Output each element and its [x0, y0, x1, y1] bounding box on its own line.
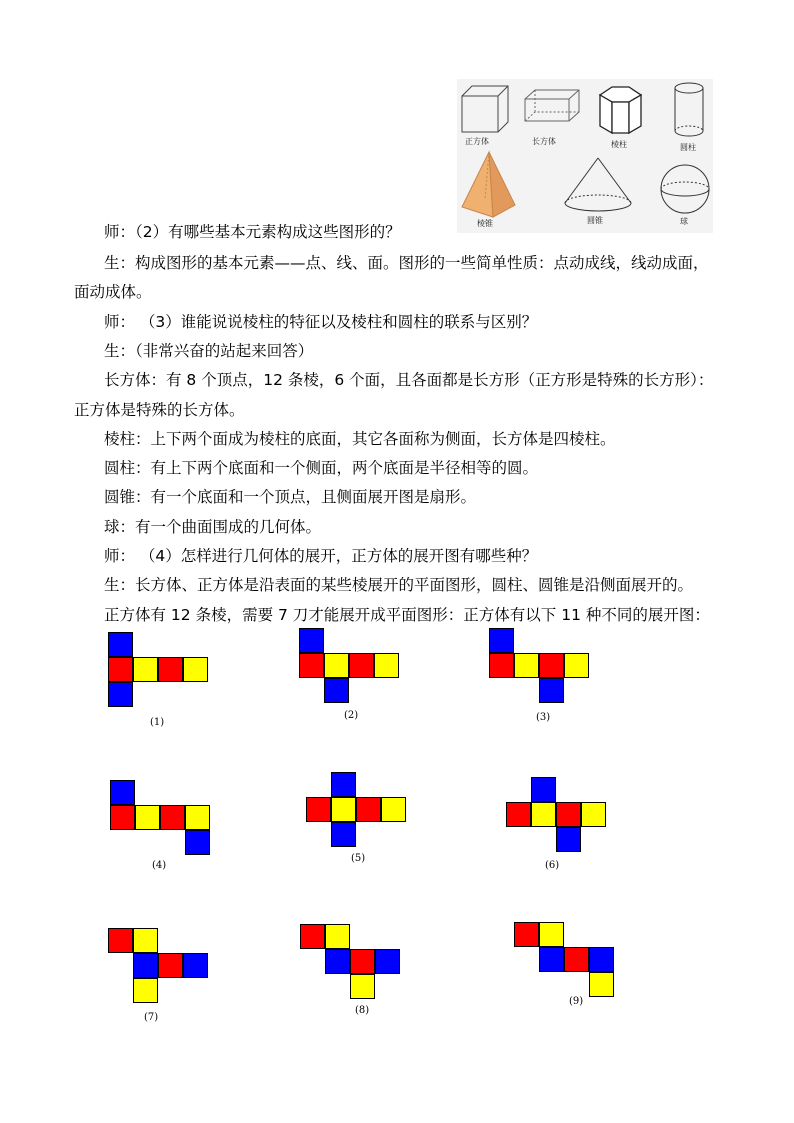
net-7-square-blue: [133, 953, 158, 978]
net-4-square-blue: [185, 830, 210, 855]
net-5-square-red: [306, 797, 331, 822]
net-2-square-red: [349, 653, 374, 678]
paragraph-5: 长方体：有 8 个顶点，12 条棱，6 个面，且各面都是长方形（正方形是特殊的长方形）：: [104, 371, 714, 389]
net-8-square-red: [300, 924, 325, 949]
label-sphere: 球: [680, 217, 688, 226]
net-1-square-red: [108, 657, 133, 682]
net-8-square-yellow: [350, 974, 375, 999]
paragraph-1: 师：（2）有哪些基本元素构成这些图形的？: [104, 223, 401, 241]
net-9-square-red: [564, 947, 589, 972]
net-2-square-red: [299, 653, 324, 678]
net-6-square-red: [556, 802, 581, 827]
net-2-square-blue: [324, 678, 349, 703]
net-5-square-blue: [331, 822, 356, 847]
net-4-square-red: [160, 805, 185, 830]
net-7-square-blue: [183, 953, 208, 978]
paragraph-2-cont: 面动成体。: [74, 283, 152, 301]
net-4-square-red: [110, 805, 135, 830]
net-1-square-blue: [108, 682, 133, 707]
net-6-square-yellow: [581, 802, 606, 827]
paragraph-5-cont: 正方体是特殊的长方体。: [74, 401, 245, 419]
net-6-square-blue: [531, 777, 556, 802]
solids-figure: [457, 79, 713, 233]
paragraph-12: 正方体有 12 条棱，需要 7 刀才能展开成平面图形：正方体有以下 11 种不同的展开图：: [104, 606, 710, 624]
paragraph-9: 球：有一个曲面围成的几何体。: [104, 518, 322, 536]
net-8-square-blue: [325, 949, 350, 974]
label-cylinder: 圆柱: [680, 143, 696, 152]
net-2-square-yellow: [324, 653, 349, 678]
net-9-square-blue: [589, 947, 614, 972]
net-7-square-yellow: [133, 978, 158, 1003]
paragraph-10: 师： （4）怎样进行几何体的展开，正方体的展开图有哪些种？: [104, 547, 538, 565]
net-2-square-blue: [299, 628, 324, 653]
net-5-square-blue: [331, 772, 356, 797]
net-8-square-blue: [375, 949, 400, 974]
sphere-shape: [661, 165, 709, 213]
net-4-square-yellow: [185, 805, 210, 830]
net-8-square-yellow: [325, 924, 350, 949]
net-5-square-red: [356, 797, 381, 822]
solids-illustration: [457, 79, 713, 233]
net-6-square-red: [506, 802, 531, 827]
label-pyramid: 棱锥: [477, 219, 493, 228]
net-7-square-red: [158, 953, 183, 978]
net-8-square-red: [350, 949, 375, 974]
net-1-square-yellow: [133, 657, 158, 682]
paragraph-6: 棱柱：上下两个面成为棱柱的底面，其它各面称为侧面，长方体是四棱柱。: [104, 430, 616, 448]
net-caption-5: (5): [351, 853, 366, 864]
net-3-square-yellow: [514, 653, 539, 678]
net-7-square-yellow: [133, 928, 158, 953]
label-cone: 圆锥: [587, 216, 603, 225]
cylinder-shape: [675, 83, 703, 136]
net-1-square-yellow: [183, 657, 208, 682]
label-cuboid: 长方体: [532, 137, 556, 146]
net-caption-6: (6): [545, 860, 560, 871]
pyramid-shape: [462, 152, 515, 217]
net-5-square-yellow: [381, 797, 406, 822]
net-3-square-blue: [489, 628, 514, 653]
label-prism: 棱柱: [611, 140, 627, 149]
net-1-square-red: [158, 657, 183, 682]
net-3-square-blue: [539, 678, 564, 703]
prism-shape: [600, 87, 641, 133]
net-2-square-yellow: [374, 653, 399, 678]
paragraph-8: 圆锥：有一个底面和一个顶点，且侧面展开图是扇形。: [104, 488, 477, 506]
net-5-square-yellow: [331, 797, 356, 822]
net-caption-2: (2): [344, 710, 359, 721]
paragraph-4: 生：（非常兴奋的站起来回答）: [104, 342, 314, 360]
label-cube: 正方体: [465, 137, 489, 146]
net-caption-4: (4): [152, 860, 167, 871]
net-3-square-red: [539, 653, 564, 678]
net-caption-9: (9): [569, 996, 584, 1007]
net-6-square-yellow: [531, 802, 556, 827]
paragraph-3: 师： （3）谁能说说棱柱的特征以及棱柱和圆柱的联系与区别？: [104, 313, 538, 331]
net-1-square-blue: [108, 632, 133, 657]
net-9-square-red: [514, 922, 539, 947]
net-9-square-blue: [539, 947, 564, 972]
net-caption-7: (7): [144, 1012, 159, 1023]
cube-shape: [462, 86, 508, 132]
net-9-square-yellow: [589, 972, 614, 997]
paragraph-2: 生：构成图形的基本元素——点、线、面。图形的一些简单性质：点动成线，线动成面，: [104, 254, 709, 272]
net-3-square-red: [489, 653, 514, 678]
paragraph-11: 生：长方体、正方体是沿表面的某些棱展开的平面图形，圆柱、圆锥是沿侧面展开的。: [104, 576, 694, 594]
net-6-square-blue: [556, 827, 581, 852]
net-3-square-yellow: [564, 653, 589, 678]
net-9-square-yellow: [539, 922, 564, 947]
net-4-square-blue: [110, 780, 135, 805]
cone-shape: [565, 158, 631, 211]
paragraph-7: 圆柱：有上下两个底面和一个侧面，两个底面是半径相等的圆。: [104, 459, 539, 477]
net-caption-8: (8): [355, 1005, 370, 1016]
net-caption-1: (1): [150, 717, 165, 728]
net-caption-3: (3): [536, 712, 551, 723]
net-4-square-yellow: [135, 805, 160, 830]
cuboid-shape: [525, 90, 579, 121]
net-7-square-red: [108, 928, 133, 953]
